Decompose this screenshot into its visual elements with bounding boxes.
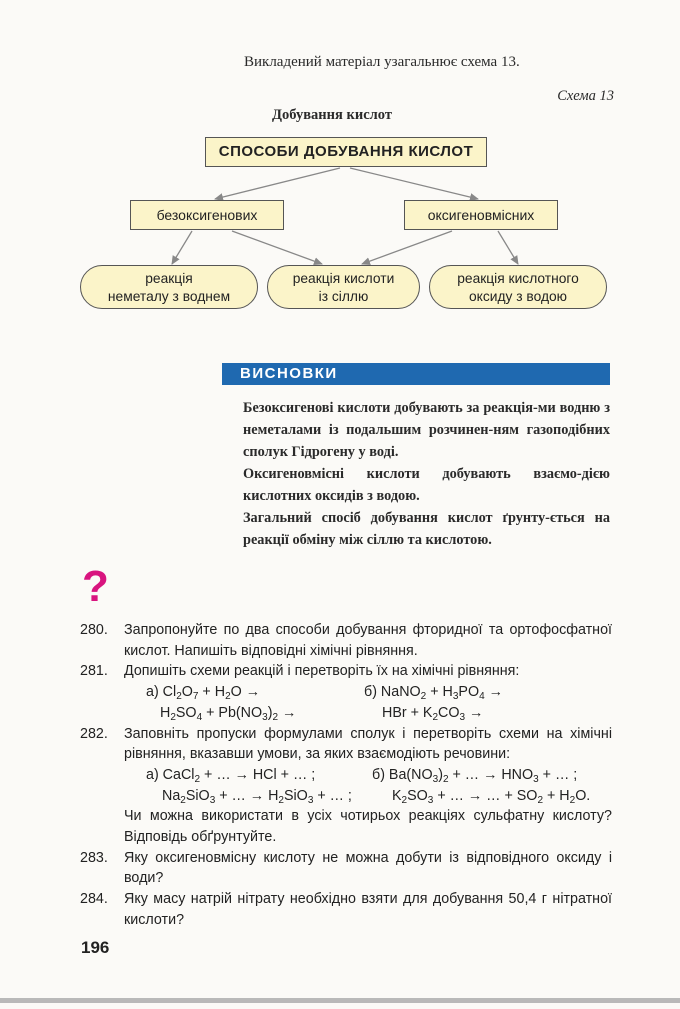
equation-row — [124, 703, 612, 724]
conclusion-paragraph: Загальний спосіб добування кислот ґрунту-ється на реакції обміну між сіллю та кислотою. — [243, 510, 610, 548]
task-body — [124, 661, 612, 723]
scheme-box-oxygen-free: безоксигенових — [130, 200, 284, 230]
task-number: 281. — [80, 663, 108, 680]
task-283 — [80, 848, 612, 889]
task-number: 280. — [80, 622, 108, 638]
arrow-right-oval3 — [498, 231, 518, 264]
scheme-oval-nonmetal-hydrogen — [80, 265, 258, 309]
scheme-oval-oxide-water — [429, 265, 607, 309]
conclusion-paragraph: Оксигеновмісні кислоти добувають взаємо-дією кислотних оксидів з водою. — [243, 466, 610, 504]
conclusions-text — [243, 397, 610, 551]
question-mark-icon: ? — [82, 562, 109, 611]
equation-row — [124, 765, 612, 786]
task-text: Заповніть пропуски формулами сполук і перетворіть схеми на хімічні рівняння, вказавши умови, за яких взаємодіють речовини: — [124, 725, 612, 763]
arrow-left-oval2 — [232, 231, 322, 264]
oval-line: реакція кислотного — [457, 271, 579, 286]
task-280 — [80, 620, 612, 661]
arrow-left-oval1 — [172, 231, 192, 264]
conclusion-paragraph: Безоксигенові кислоти добувають за реакція-ми водню з неметалами із подальшим розчинен-ням газоподібних сполук Гідрогену у воді. — [243, 400, 610, 460]
task-text: Запропонуйте по два способи добування фторидної та ортофосфатної кислот. Напишіть відповідні хімічні рівняння. — [124, 622, 612, 659]
task-text: Допишіть схеми реакцій і перетворіть їх на хімічні рівняння: — [124, 663, 520, 680]
equation-a2: $Na_2SiO_3$ + … → $H_2SiO_3$ + … ; — [162, 787, 352, 806]
scheme-box-oxygen-containing: оксигеновмісних — [404, 200, 558, 230]
task-281 — [80, 661, 612, 723]
oval-line: оксиду з водою — [468, 289, 568, 304]
task-body — [124, 724, 612, 848]
scheme-main-box: СПОСОБИ ДОБУВАННЯ КИСЛОТ — [205, 137, 487, 167]
equation-row — [124, 682, 612, 703]
oval-line: неметалу з воднем — [107, 289, 231, 304]
equation-b2: HBr + $K_2CO_3$ → — [382, 704, 484, 723]
task-list — [80, 620, 612, 931]
task-number: 284. — [80, 891, 108, 908]
task-282 — [80, 724, 612, 848]
scheme-label: Схема 13 — [557, 88, 614, 104]
conclusions-header-bar — [222, 363, 610, 385]
task-text: Яку масу натрій нітрату необхідно взяти для добування 50,4 г нітратної кислоти? — [124, 891, 612, 928]
equation-row — [124, 786, 612, 807]
task-text: Чи можна використати в усіх чотирьох реакціях сульфатну кислоту? Відповідь обґрунтуйте. — [124, 808, 612, 846]
page-number: 196 — [81, 938, 110, 957]
scheme-oval-acid-salt — [267, 265, 420, 309]
task-number: 283. — [80, 849, 108, 866]
scheme-title: Добування кислот — [272, 107, 392, 123]
arrow-right-oval2 — [362, 231, 452, 264]
equation-a2: $H_2SO_4 + Pb(NO_3)_2$ → — [160, 704, 297, 723]
equation-a: а) $Cl_2O_7 + H_2O$ → — [146, 684, 261, 703]
equation-b: б) NaNO$_2$ + $H_3PO_4$ → — [364, 684, 503, 703]
equation-b: б) $Ba(NO_3)_2$ + … → $HNO_3$ + … ; — [372, 766, 578, 785]
arrow-main-left — [215, 168, 340, 199]
arrow-main-right — [350, 168, 478, 199]
task-number: 282. — [80, 725, 108, 742]
oval-line: реакція — [145, 271, 193, 286]
task-text: Яку оксигеновмісну кислоту не можна добути із відповідного оксиду і води? — [124, 849, 612, 887]
task-284 — [80, 889, 612, 930]
equation-a: а) CaCl$_2$ + … → HCl + … ; — [146, 766, 316, 785]
oval-line: реакція кислоти — [292, 271, 395, 286]
bottom-divider — [0, 998, 680, 1003]
intro-text: Викладений матеріал узагальнює схема 13. — [244, 54, 520, 70]
oval-line: із сіллю — [318, 289, 369, 304]
conclusions-header: ВИСНОВКИ — [240, 365, 338, 382]
equation-b2: $K_2SO_3$ + … → … + $SO_2 + H_2O$. — [392, 787, 591, 806]
